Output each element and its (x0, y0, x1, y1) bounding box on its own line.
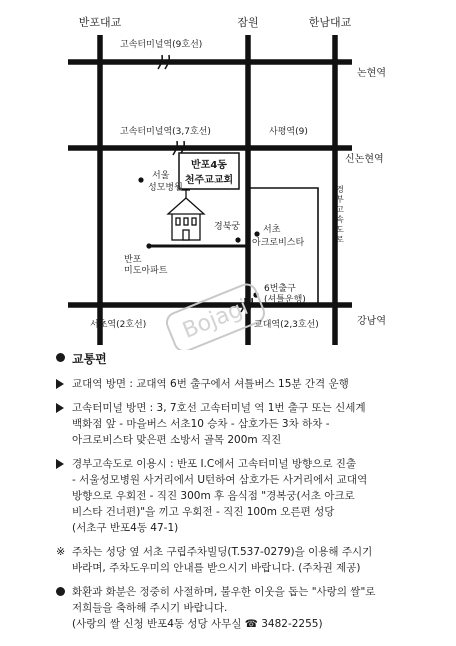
notes-heading (56, 350, 446, 368)
svg-text:Bojagi: Bojagi (179, 295, 252, 344)
note-line: 경부고속도로 이용시 : 반포 I.C에서 고속터미널 방향으로 진출 (72, 458, 357, 470)
note-line: 저희들을 축하해 주시기 바랍니다. (72, 602, 228, 614)
label-seoul-hospital-2: 성모병원 (148, 183, 183, 193)
label-gyodae-station: 교대역(2,3호선) (254, 320, 319, 330)
note-line: 화환과 화분은 정중히 사절하며, 불우한 이웃을 돕는 "사랑의 쌀"로 (72, 586, 376, 598)
label-express-bus-9: 고속터미널역(9호선) (120, 40, 203, 50)
note-line: - 서울성모병원 사거리에서 U턴하여 삼호가든 사거리에서 교대역 (72, 474, 368, 486)
dot-gyeongbukgung (235, 237, 240, 242)
label-banpo-apt-2: 미도아파트 (124, 266, 168, 276)
note-item (56, 544, 446, 576)
label-seocho-1: 서초 (263, 225, 281, 235)
note-item (56, 584, 446, 632)
note-line: 고속터미널 방면 : 3, 7호선 고속터미널 역 1번 출구 또는 신세계 (72, 402, 366, 414)
dot-seoul-hospital (138, 177, 143, 182)
label-sapyeong: 사평역(9) (269, 127, 308, 137)
note-line: 비스타 건너편)"을 끼고 우회전 - 직진 100m 오른편 성당 (72, 506, 335, 518)
note-line: 백화점 앞 - 마을버스 서초10 승차 - 삼호가든 3차 하차 - (72, 418, 330, 430)
bullet-dot-icon (56, 353, 65, 362)
note-line: (서초구 반포4동 47-1) (72, 522, 179, 534)
label-seocho-station: 서초역(2호선) (90, 320, 147, 330)
church-name-line1: 반포4동 (191, 160, 227, 171)
label-exit6-2: (셔틀운행) (264, 295, 306, 305)
label-gyeongbu-expressway: 경부고속도로 (335, 185, 345, 245)
label-hannam-bridge: 한남대교 (308, 16, 352, 29)
note-line: (사랑의 쌀 신청 반포4동 성당 사무실 ☎ 3482-2255) (72, 618, 323, 630)
label-banpo-apt-1: 반포 (124, 255, 142, 265)
reference-mark-icon: ※ (56, 545, 66, 558)
bullet-dot-icon (56, 587, 65, 596)
label-gangnam: 강남역 (357, 316, 386, 327)
triangle-bullet-icon (56, 459, 64, 469)
note-item (56, 456, 446, 536)
label-jamwon: 잠원 (237, 16, 259, 29)
dot-banpo-apartment (146, 243, 151, 248)
label-sinnonhyeon: 신논현역 (345, 154, 384, 165)
transport-notes (56, 350, 446, 632)
label-express-bus-37: 고속터미널역(3,7호선) (120, 127, 211, 137)
label-nonhyeon: 논현역 (357, 68, 386, 79)
label-exit6-1: 6번출구 (264, 284, 296, 294)
dot-acro-vista (254, 231, 259, 236)
note-line: 바라며, 주차도우미의 안내를 받으시기 바랍니다. (주차권 제공) (72, 562, 361, 574)
note-item (56, 400, 446, 448)
note-line: 방향으로 우회전 - 직진 300m 후 음식점 "경복궁(서초 아크로 (72, 490, 355, 502)
label-gyeongbukgung: 경북궁 (214, 222, 241, 232)
note-line: 교대역 방면 : 교대역 6번 출구에서 셔틀버스 15분 간격 운행 (72, 378, 349, 390)
note-item (56, 376, 446, 392)
notes-list (56, 376, 446, 632)
triangle-bullet-icon (56, 403, 64, 413)
notes-heading-text: 교통편 (72, 352, 107, 366)
church-name-line2: 천주교교회 (184, 175, 234, 186)
note-line: 주차는 성당 옆 서초 구립주차빌딩(T.537-0279)을 이용해 주시기 (72, 546, 373, 558)
label-seoul-hospital-1: 서울 (152, 171, 170, 181)
label-seocho-2: 아크로비스타 (252, 238, 305, 248)
triangle-bullet-icon (56, 379, 64, 389)
watermark (164, 281, 267, 350)
label-banpo-bridge: 반포대교 (78, 16, 122, 29)
note-line: 아크로비스타 맞은편 소방서 골목 200m 직진 (72, 434, 282, 446)
